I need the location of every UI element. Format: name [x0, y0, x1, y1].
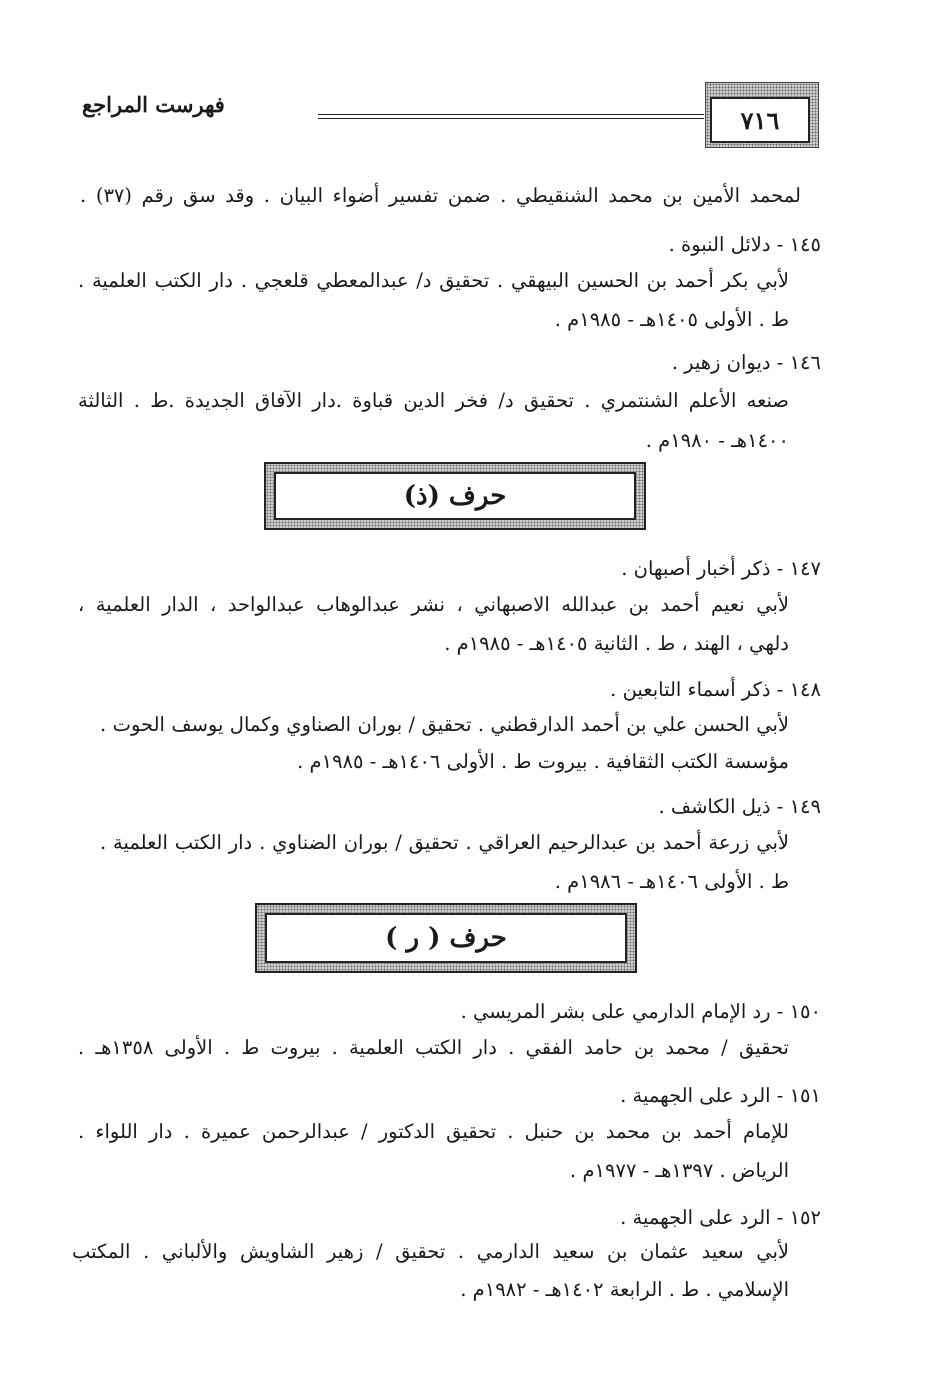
- entry-heading-150: ١٥٠ - رد الإمام الدارمي على بشر المريسي .: [460, 1000, 821, 1023]
- section-heading-dhal: حرف (ذ): [274, 472, 636, 520]
- section-heading-box: [264, 462, 646, 530]
- entry-heading-149: ١٤٩ - ذيل الكاشف .: [658, 795, 821, 818]
- reference-line: ط . الأولى ١٤٠٦هـ - ١٩٨٦م .: [554, 870, 789, 893]
- page-number-frame: [705, 82, 819, 148]
- running-header-title: فهرست المراجع: [82, 92, 225, 117]
- header-rule: [318, 114, 704, 119]
- page-number: ٧١٦: [710, 97, 810, 143]
- reference-line: صنعه الأعلم الشنتمري . تحقيق د/ فخر الدين قباوة .دار الآفاق الجديدة .ط . الثالثة: [78, 389, 789, 412]
- reference-line: لمحمد الأمين بن محمد الشنقيطي . ضمن تفسير أضواء البيان . وقد سق رقم (٣٧) .: [80, 184, 801, 207]
- reference-line: لأبي سعيد عثمان بن سعيد الدارمي . تحقيق / زهير الشاويش والألباني . المكتب: [72, 1240, 789, 1263]
- entry-heading-145: ١٤٥ - دلائل النبوة .: [668, 233, 821, 256]
- reference-line: لأبي بكر أحمد بن الحسين البيهقي . تحقيق د/ عبدالمعطي قلعجي . دار الكتب العلمية .: [78, 269, 789, 292]
- reference-line: الإسلامي . ط . الرابعة ١٤٠٢هـ - ١٩٨٢م .: [460, 1278, 789, 1301]
- reference-line: الرياض . ١٣٩٧هـ - ١٩٧٧م .: [570, 1159, 789, 1182]
- entry-heading-147: ١٤٧ - ذكر أخبار أصبهان .: [621, 557, 821, 580]
- section-heading-ra: حرف ( ر ): [265, 913, 627, 963]
- entry-heading-146: ١٤٦ - ديوان زهير .: [671, 351, 821, 374]
- reference-line: ١٤٠٠هـ - ١٩٨٠م .: [645, 429, 789, 452]
- entry-heading-152: ١٥٢ - الرد على الجهمية .: [620, 1206, 821, 1229]
- entry-heading-151: ١٥١ - الرد على الجهمية .: [620, 1084, 821, 1107]
- reference-line: تحقيق / محمد بن حامد الفقي . دار الكتب العلمية . بيروت ط . الأولى ١٣٥٨هـ .: [78, 1036, 789, 1059]
- reference-line: لأبي نعيم أحمد بن عبدالله الاصبهاني ، نشر عبدالوهاب عبدالواحد ، الدار العلمية ،: [78, 593, 789, 616]
- entry-heading-148: ١٤٨ - ذكر أسماء التابعين .: [610, 678, 821, 701]
- reference-line: دلهي ، الهند ، ط . الثانية ١٤٠٥هـ - ١٩٨٥م .: [444, 632, 789, 655]
- section-heading-box: [255, 903, 637, 973]
- reference-line: مؤسسة الكتب الثقافية . بيروت ط . الأولى ١٤٠٦هـ - ١٩٨٥م .: [297, 750, 789, 773]
- reference-line: للإمام أحمد بن محمد بن حنبل . تحقيق الدكتور / عبدالرحمن عميرة . دار اللواء .: [78, 1120, 789, 1143]
- reference-line: لأبي زرعة أحمد بن عبدالرحيم العراقي . تحقيق / بوران الضناوي . دار الكتب العلمية .: [100, 831, 789, 854]
- reference-line: ط . الأولى ١٤٠٥هـ - ١٩٨٥م .: [554, 308, 789, 331]
- reference-line: لأبي الحسن علي بن أحمد الدارقطني . تحقيق / بوران الصناوي وكمال يوسف الحوت .: [100, 713, 789, 736]
